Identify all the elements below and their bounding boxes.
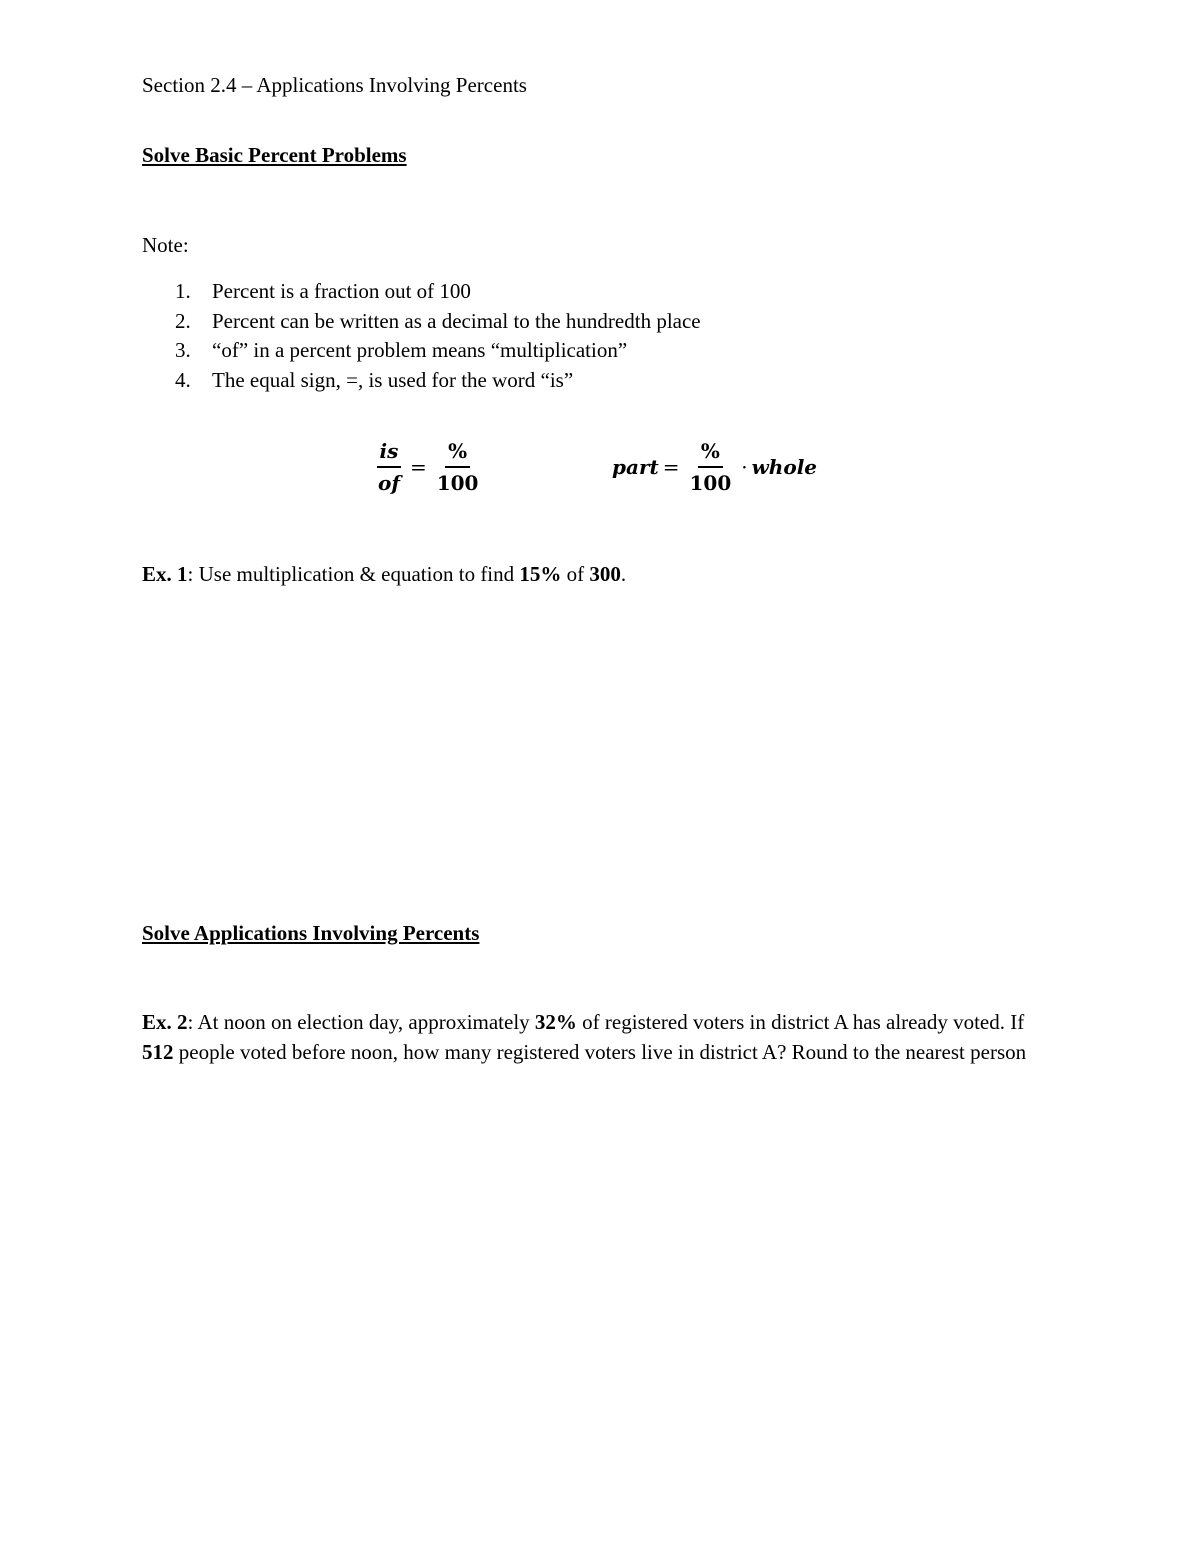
fraction-numerator: % <box>698 436 723 468</box>
fraction-is-over-of <box>375 436 403 498</box>
example-number: 300 <box>589 562 621 586</box>
formula-lhs: part <box>612 455 659 479</box>
fraction-denominator: 100 <box>689 471 732 495</box>
example-number: 512 <box>142 1039 174 1064</box>
list-item-text: “of” in a percent problem means “multiplication” <box>212 338 628 362</box>
fraction-denominator: of <box>378 471 400 495</box>
section-title: Section 2.4 – Applications Involving Percents <box>142 73 527 97</box>
list-item-number: 4. <box>175 367 191 392</box>
fraction-numerator: % <box>445 436 470 468</box>
list-item <box>142 336 701 366</box>
fraction-denominator: 100 <box>436 471 479 495</box>
notes-list <box>142 277 701 395</box>
example-text: people voted before noon, how many registered voters live in district A? Round to the nearest person <box>173 1039 1027 1064</box>
example-1 <box>142 560 626 588</box>
equals-sign: = <box>409 455 427 479</box>
example-text: of <box>561 562 590 586</box>
example-2 <box>142 1008 1057 1067</box>
multiplication-dot: · <box>741 455 748 479</box>
fraction-percent-over-100 <box>434 436 482 498</box>
list-item <box>142 307 701 337</box>
example-text: Use multiplication & equation to find <box>193 562 520 586</box>
list-item <box>142 277 701 307</box>
formula-rhs: whole <box>751 455 818 479</box>
list-item-number: 3. <box>175 338 191 362</box>
example-text: of registered voters in district A has already voted. If <box>576 1010 1025 1034</box>
list-item-number: 1. <box>175 279 191 303</box>
example-colon: : <box>187 1010 194 1034</box>
heading-basic-percent-problems: Solve Basic Percent Problems <box>142 143 407 167</box>
example-text: . <box>620 562 627 586</box>
example-percent: 15% <box>519 562 562 586</box>
example-text: At noon on election day, approximately <box>193 1010 535 1034</box>
example-percent: 32% <box>534 1010 577 1034</box>
equals-sign: = <box>662 455 680 479</box>
list-item-number: 2. <box>175 308 191 333</box>
list-item-text: The equal sign, =, is used for the word “is” <box>212 367 574 392</box>
fraction-percent-over-100 <box>686 436 734 498</box>
example-colon: : <box>187 562 194 586</box>
formula-part-whole <box>612 436 817 498</box>
example-label: Ex. 2 <box>142 1010 188 1034</box>
list-item <box>142 366 701 396</box>
formula-is-of <box>372 436 484 498</box>
list-item-text: Percent can be written as a decimal to the hundredth place <box>212 308 701 333</box>
note-label: Note: <box>142 233 189 257</box>
fraction-numerator: is <box>377 436 402 468</box>
example-label: Ex. 1 <box>142 562 188 586</box>
list-item-text: Percent is a fraction out of 100 <box>212 279 471 303</box>
heading-applications-percents: Solve Applications Involving Percents <box>142 921 480 945</box>
